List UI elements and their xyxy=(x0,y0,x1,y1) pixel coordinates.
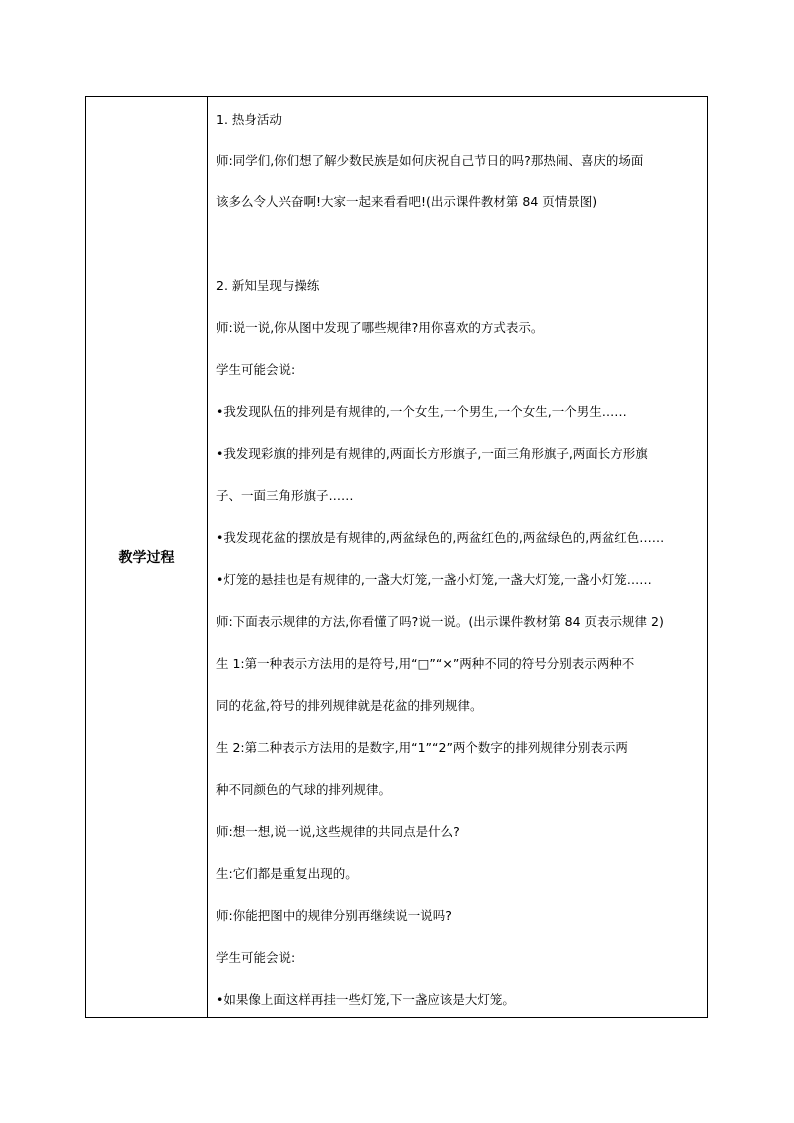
list-item: •灯笼的悬挂也是有规律的,一盏大灯笼,一盏小灯笼,一盏大灯笼,一盏小灯笼…… xyxy=(216,572,652,587)
list-item: •我发现队伍的排列是有规律的,一个女生,一个男生,一个女生,一个男生…… xyxy=(216,404,627,419)
paragraph-line: 师:下面表示规律的方法,你看懂了吗?说一说。(出示课件教材第 84 页表示规律 2) xyxy=(216,614,664,629)
paragraph-line: 生 1:第一种表示方法用的是符号,用“□”“×”两种不同的符号分别表示两种不 xyxy=(216,656,635,671)
paragraph-line: 师:你能把图中的规律分别再继续说一说吗? xyxy=(216,908,452,923)
list-item: •我发现彩旗的排列是有规律的,两面长方形旗子,一面三角形旗子,两面长方形旗 xyxy=(216,446,648,461)
list-item: •我发现花盆的摆放是有规律的,两盆绿色的,两盆红色的,两盆绿色的,两盆红色…… xyxy=(216,530,665,545)
paragraph-line: 该多么令人兴奋啊!大家一起来看看吧!(出示课件教材第 84 页情景图) xyxy=(216,194,598,209)
paragraph-line: 学生可能会说: xyxy=(216,950,296,965)
lesson-table xyxy=(85,96,708,1018)
paragraph-line: 子、一面三角形旗子…… xyxy=(216,488,354,503)
paragraph-line: 学生可能会说: xyxy=(216,362,296,377)
section-content-cell xyxy=(208,97,707,1017)
paragraph-line: 师:同学们,你们想了解少数民族是如何庆祝自己节日的吗?那热闹、喜庆的场面 xyxy=(216,153,644,168)
paragraph-line: 生 2:第二种表示方法用的是数字,用“1”“2”两个数字的排列规律分别表示两 xyxy=(216,740,628,755)
list-item: •如果像上面这样再挂一些灯笼,下一盏应该是大灯笼。 xyxy=(216,992,515,1007)
paragraph-line: 同的花盆,符号的排列规律就是花盆的排列规律。 xyxy=(216,698,483,713)
paragraph-line: 种不同颜色的气球的排列规律。 xyxy=(216,782,392,797)
paragraph-line: 生:它们都是重复出现的。 xyxy=(216,866,358,881)
heading-warmup: 1. 热身活动 xyxy=(216,112,282,127)
section-label-cell xyxy=(86,97,208,1017)
section-label: 教学过程 xyxy=(118,550,175,566)
paragraph-line: 师:说一说,你从图中发现了哪些规律?用你喜欢的方式表示。 xyxy=(216,320,544,335)
paragraph-line: 师:想一想,说一说,这些规律的共同点是什么? xyxy=(216,824,460,839)
heading-new-knowledge: 2. 新知呈现与操练 xyxy=(216,278,320,293)
